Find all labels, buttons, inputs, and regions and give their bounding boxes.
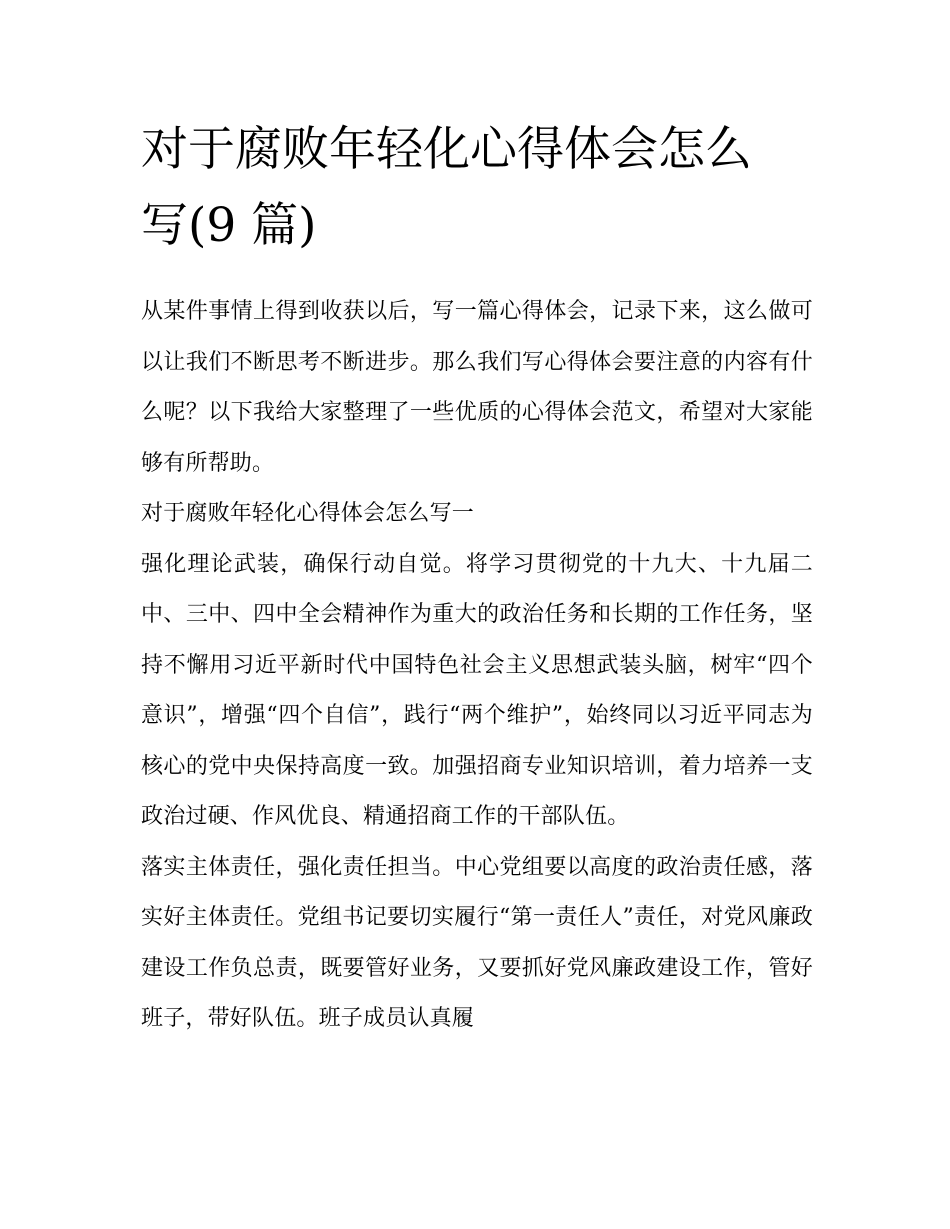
document-body — [141, 287, 813, 1045]
document-title — [141, 112, 813, 264]
intro-paragraph: 从某件事情上得到收获以后，写一篇心得体会，记录下来，这么做可以让我们不断思考不断进步。那么我们写心得体会要注意的内容有什么呢？以下我给大家整理了一些优质的心得体会范文，希望对大家能够有所帮助。 — [141, 299, 813, 476]
document-title-line1: 对于腐败年轻化心得体会怎么 — [141, 122, 752, 177]
body-paragraph-1: 强化理论武装，确保行动自觉。将学习贯彻党的十九大、十九届二中、三中、四中全会精神作为重大的政治任务和长期的工作任务，坚持不懈用习近平新时代中国特色社会主义思想武装头脑，树牢“四个意识”，增强“四个自信”，践行“两个维护”，始终同以习近平同志为核心的党中央保持高度一致。加强招商专业知识培训，着力培养一支政治过硬、作风优良、精通招商工作的干部队伍。 — [141, 551, 813, 829]
section-heading: 对于腐败年轻化心得体会怎么写一 — [141, 501, 475, 526]
document-title-line2: 写(9 篇) — [141, 198, 317, 253]
body-paragraph-2: 落实主体责任，强化责任担当。中心党组要以高度的政治责任感，落实好主体责任。党组书记要切实履行“第一责任人”责任，对党风廉政建设工作负总责，既要管好业务，又要抓好党风廉政建设工作，管好班子，带好队伍。班子成员认真履 — [141, 854, 813, 1031]
document-content — [141, 112, 813, 1045]
